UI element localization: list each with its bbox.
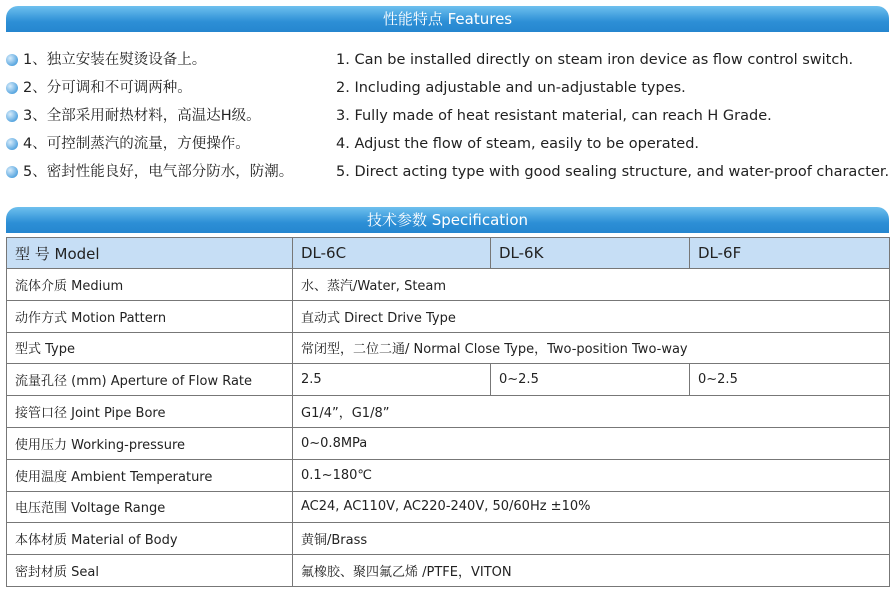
feature-cn: 3、全部采用耐热材料，高温达H级。 (23, 108, 261, 124)
spec-row-motion (7, 300, 890, 332)
spec-value: 0~0.8MPa (293, 427, 890, 459)
spec-value: 氟橡胶、聚四氟乙烯 /PTFE，VITON (293, 555, 890, 587)
spec-label: 密封材质 Seal (7, 555, 293, 587)
feature-en: 5. Direct acting type with good sealing structure, and water-proof character. (336, 164, 890, 180)
feature-item-5 (6, 158, 891, 186)
spec-value-dl-6k: 0~2.5 (491, 364, 690, 396)
spec-value-dl-6f: 0~2.5 (690, 364, 890, 396)
spec-label: 使用温度 Ambient Temperature (7, 459, 293, 491)
features-list (6, 46, 891, 186)
spec-row-voltage (7, 491, 890, 523)
spec-value: 水、蒸汽/Water, Steam (293, 269, 890, 301)
spec-header-row (7, 238, 890, 269)
spec-row-medium (7, 269, 890, 301)
spec-value-dl-6c: 2.5 (293, 364, 491, 396)
features-title: 性能特点 Features (382, 10, 513, 28)
bullet-icon (6, 110, 18, 122)
feature-en: 4. Adjust the flow of steam, easily to be operated. (336, 136, 700, 152)
spec-row-bore (7, 396, 890, 428)
feature-item-1 (6, 46, 891, 74)
bullet-icon (6, 138, 18, 150)
spec-label: 本体材质 Material of Body (7, 523, 293, 555)
bullet-icon (6, 54, 18, 66)
spec-row-type (7, 332, 890, 364)
spec-row-aperture (7, 364, 890, 396)
feature-item-2 (6, 74, 891, 102)
spec-value: 0.1~180℃ (293, 459, 890, 491)
header-dl-6c: DL-6C (293, 238, 491, 269)
spec-value: 直动式 Direct Drive Type (293, 300, 890, 332)
spec-title-bar (6, 207, 889, 233)
spec-label: 电压范围 Voltage Range (7, 491, 293, 523)
feature-en: 2. Including adjustable and un-adjustable types. (336, 80, 686, 96)
spec-label: 型式 Type (7, 332, 293, 364)
header-model: 型 号 Model (7, 238, 293, 269)
spec-row-pressure (7, 427, 890, 459)
header-dl-6f: DL-6F (690, 238, 890, 269)
spec-label: 接管口径 Joint Pipe Bore (7, 396, 293, 428)
spec-value: AC24, AC110V, AC220-240V, 50/60Hz ±10% (293, 491, 890, 523)
feature-en: 1. Can be installed directly on steam iron device as flow control switch. (336, 52, 854, 68)
bullet-icon (6, 82, 18, 94)
spec-row-seal (7, 555, 890, 587)
feature-item-3 (6, 102, 891, 130)
spec-label: 动作方式 Motion Pattern (7, 300, 293, 332)
spec-value: 黄铜/Brass (293, 523, 890, 555)
bullet-icon (6, 166, 18, 178)
spec-label: 流量孔径 (mm) Aperture of Flow Rate (7, 364, 293, 396)
spec-label: 流体介质 Medium (7, 269, 293, 301)
spec-row-temperature (7, 459, 890, 491)
spec-value: 常闭型，二位二通/ Normal Close Type，Two-position Two-way (293, 332, 890, 364)
spec-value: G1/4”，G1/8” (293, 396, 890, 428)
spec-title: 技术参数 Specification (366, 211, 529, 229)
feature-item-4 (6, 130, 891, 158)
feature-cn: 5、密封性能良好，电气部分防水，防潮。 (23, 164, 294, 180)
feature-cn: 2、分可调和不可调两种。 (23, 80, 192, 96)
feature-cn: 4、可控制蒸汽的流量，方便操作。 (23, 136, 250, 152)
spec-row-material (7, 523, 890, 555)
spec-table (6, 237, 890, 587)
header-dl-6k: DL-6K (491, 238, 690, 269)
feature-cn: 1、独立安装在熨烫设备上。 (23, 52, 207, 68)
features-title-bar (6, 6, 889, 32)
feature-en: 3. Fully made of heat resistant material, can reach H Grade. (336, 108, 772, 124)
spec-label: 使用压力 Working-pressure (7, 427, 293, 459)
